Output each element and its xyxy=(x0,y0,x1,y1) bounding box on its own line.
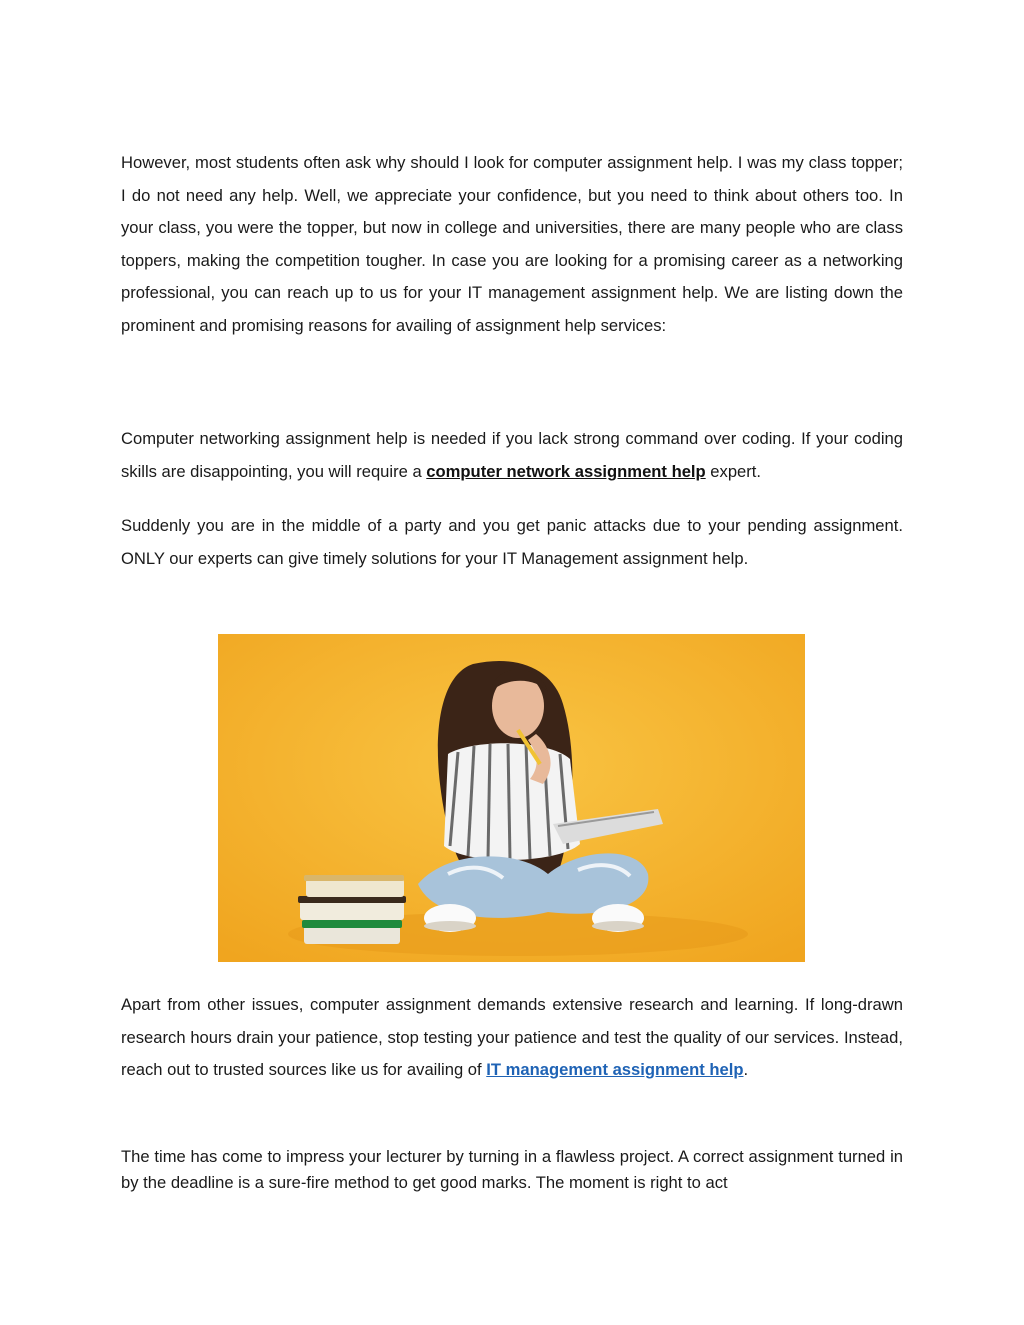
research-paragraph-end: . xyxy=(743,1060,749,1079)
coding-paragraph-end: expert. xyxy=(705,461,762,481)
student-thinking-photo xyxy=(218,634,805,962)
book-stack-icon xyxy=(298,875,406,944)
intro-paragraph: However, most students often ask why should I look for computer assignment help. I was my class topper; I do not need any help. Well, we appreciate your confidence, but you need to think about others too. In your class, you were the topper, but now in college and universities, there are many people who are class toppers, making the competition tougher. In case you are looking for a promising career as a networking professional, you can reach up to us for your IT management assignment help. We are listing down the prominent and promising reasons for availing of assignment help services: xyxy=(121,153,903,335)
deadline-paragraph: The time has come to impress your lecturer by turning in a flawless project. A correct assignment turned in by the deadline is a sure-fire method to get good marks. The moment is right to act xyxy=(121,1147,903,1192)
research-paragraph-text: Apart from other issues, computer assignment demands extensive research and learning. If long-drawn research hours drain your patience, stop testing your patience and test the quality of our services. Instead, reach out to trusted sources like us for availing of xyxy=(121,995,903,1079)
coding-paragraph xyxy=(121,423,903,488)
coding-paragraph-text: Computer networking assignment help is needed if you lack strong command over coding. If your coding skills are disappointing, you will require a xyxy=(121,429,903,481)
computer-network-assignment-help-link[interactable]: computer network assignment help xyxy=(426,461,706,481)
party-paragraph: Suddenly you are in the middle of a party and you get panic attacks due to your pending assignment. ONLY our experts can give timely solutions for your IT Management assignment help. xyxy=(121,516,903,568)
research-paragraph xyxy=(121,989,903,1087)
it-management-assignment-help-link[interactable]: IT management assignment help xyxy=(486,1060,744,1079)
